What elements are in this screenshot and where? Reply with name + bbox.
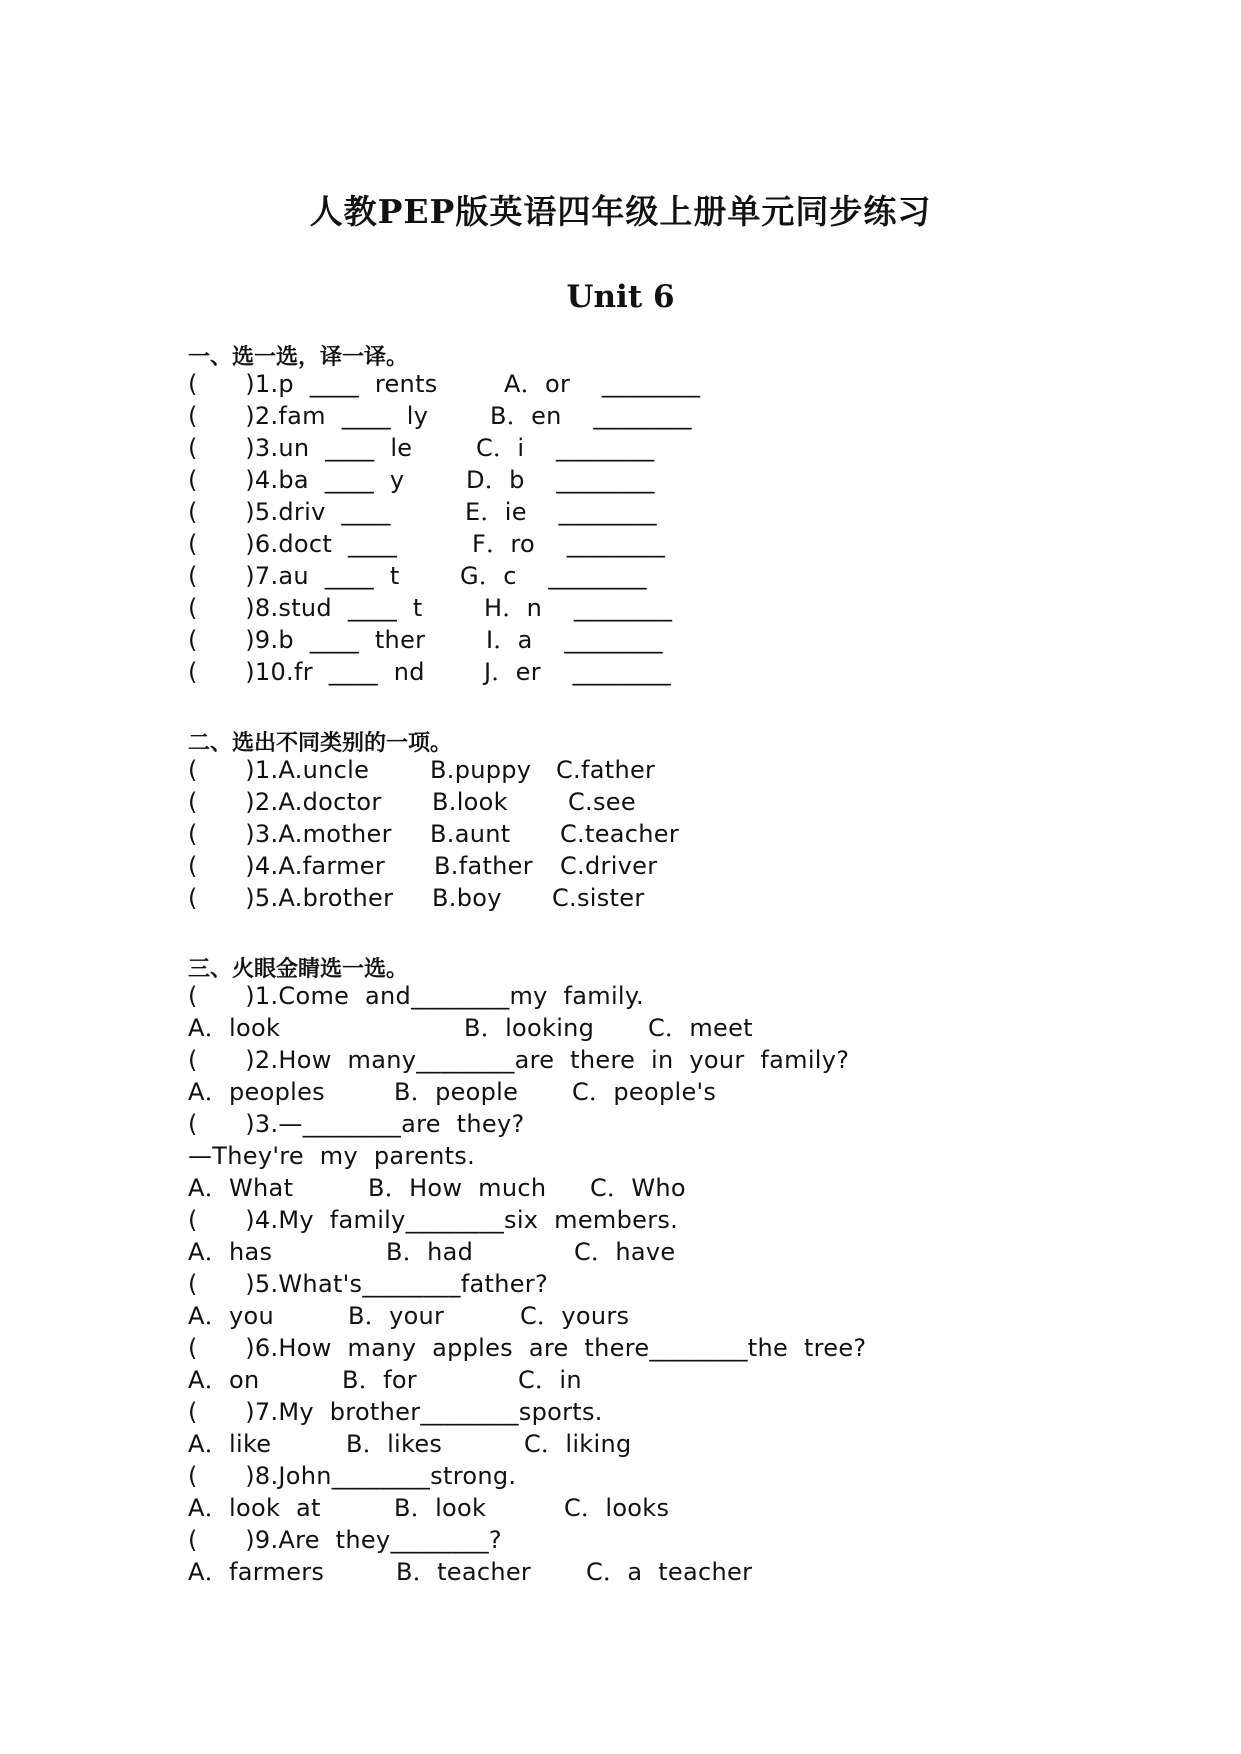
s2-row-4 [188, 850, 658, 882]
s3-option-c: C．yours [520, 1302, 630, 1330]
s1-row-8 [188, 592, 673, 624]
s3-option-a: A．on [188, 1366, 260, 1394]
s3-options-9 [188, 1556, 753, 1588]
s2-row-3 [188, 818, 680, 850]
s3-option-a: A．look [188, 1014, 281, 1042]
s2-option-b: B.look [432, 788, 508, 816]
s2-row-2 [188, 786, 636, 818]
s1-question: ( )3.un ____ le [188, 434, 413, 462]
s3-options-2 [188, 1076, 717, 1108]
s3-question-2: ( )2.How many________are there in your family? [188, 1046, 850, 1074]
s1-option: B．en ________ [490, 402, 692, 430]
s3-option-c: C．liking [524, 1430, 632, 1458]
s1-question: ( )5.driv ____ [188, 498, 391, 526]
s1-question: ( )6.doct ____ [188, 530, 398, 558]
s2-option-b: B.puppy [430, 756, 532, 784]
s1-option: A．or ________ [504, 370, 701, 398]
section-1-heading: 一、选一选，译一译。 [188, 345, 409, 370]
s3-question-1: ( )1.Come and________my family. [188, 982, 644, 1010]
s3-option-c: C．looks [564, 1494, 670, 1522]
s1-option: F．ro ________ [472, 530, 666, 558]
s3-answer-line: —They're my parents. [188, 1142, 476, 1170]
s1-option: I．a ________ [486, 626, 663, 654]
s1-option: E．ie ________ [465, 498, 657, 526]
s1-option: H．n ________ [484, 594, 673, 622]
s2-row-1 [188, 754, 656, 786]
s1-question: ( )7.au ____ t [188, 562, 400, 590]
s1-question: ( )1.p ____ rents [188, 370, 438, 398]
s1-row-1 [188, 368, 701, 400]
s3-option-c: C．a teacher [586, 1558, 753, 1586]
s2-option-c: C.driver [560, 852, 658, 880]
s3-options-1 [188, 1012, 753, 1044]
s3-option-b: B．for [342, 1366, 417, 1394]
s3-option-a: A．has [188, 1238, 273, 1266]
s2-question: ( )2.A.doctor [188, 788, 382, 816]
s3-option-a: A．peoples [188, 1078, 325, 1106]
s1-question: ( )2.fam ____ ly [188, 402, 429, 430]
s3-options-4 [188, 1236, 676, 1268]
s3-question-8: ( )8.John________strong. [188, 1462, 517, 1490]
s2-question: ( )1.A.uncle [188, 756, 370, 784]
s1-row-2 [188, 400, 692, 432]
s2-option-b: B.boy [432, 884, 502, 912]
s1-row-3 [188, 432, 655, 464]
s2-option-c: C.father [556, 756, 656, 784]
s3-option-b: B．look [394, 1494, 487, 1522]
s2-row-5 [188, 882, 645, 914]
s3-question-5: ( )5.What's________father? [188, 1270, 549, 1298]
s3-option-a: A．you [188, 1302, 275, 1330]
s1-option: D．b ________ [466, 466, 655, 494]
s3-options-5 [188, 1300, 630, 1332]
s3-question-9: ( )9.Are they________? [188, 1526, 502, 1554]
s1-option: C．i ________ [476, 434, 655, 462]
s3-option-a: A．like [188, 1430, 272, 1458]
s3-option-b: B．your [348, 1302, 445, 1330]
s1-question: ( )9.b ____ ther [188, 626, 426, 654]
s1-row-6 [188, 528, 666, 560]
s2-question: ( )4.A.farmer [188, 852, 386, 880]
s1-row-4 [188, 464, 655, 496]
s1-row-5 [188, 496, 657, 528]
s2-option-c: C.see [568, 788, 636, 816]
s3-option-c: C．meet [648, 1014, 753, 1042]
s3-option-b: B．looking [464, 1014, 595, 1042]
s2-question: ( )3.A.mother [188, 820, 392, 848]
s3-option-a: A．farmers [188, 1558, 325, 1586]
s3-option-b: B．had [386, 1238, 474, 1266]
s3-question-6: ( )6.How many apples are there________the tree? [188, 1334, 867, 1362]
s3-options-7 [188, 1428, 632, 1460]
section-3-heading: 三、火眼金睛选一选。 [188, 957, 409, 982]
s3-option-b: B．How much [368, 1174, 547, 1202]
s3-options-6 [188, 1364, 582, 1396]
s2-option-b: B.aunt [430, 820, 511, 848]
s3-option-b: B．likes [346, 1430, 443, 1458]
s3-option-c: C．have [574, 1238, 676, 1266]
s3-option-c: C．in [518, 1366, 582, 1394]
page-title: 人教PEP版英语四年级上册单元同步练习 [309, 192, 932, 231]
s3-option-c: C．Who [590, 1174, 686, 1202]
s3-options-8 [188, 1492, 670, 1524]
s1-row-9 [188, 624, 663, 656]
unit-title: Unit 6 [566, 279, 675, 315]
s2-option-b: B.father [434, 852, 533, 880]
s3-question-4: ( )4.My family________six members. [188, 1206, 679, 1234]
s2-option-c: C.teacher [560, 820, 680, 848]
s3-option-a: A．look at [188, 1494, 321, 1522]
s2-option-c: C.sister [552, 884, 645, 912]
s1-question: ( )4.ba ____ y [188, 466, 405, 494]
s3-option-a: A．What [188, 1174, 294, 1202]
s1-question: ( )10.fr ____ nd [188, 658, 425, 686]
s3-question-7: ( )7.My brother________sports. [188, 1398, 603, 1426]
s2-question: ( )5.A.brother [188, 884, 394, 912]
s3-options-3 [188, 1172, 686, 1204]
s1-row-7 [188, 560, 647, 592]
s1-option: G．c ________ [460, 562, 647, 590]
s1-question: ( )8.stud ____ t [188, 594, 423, 622]
s3-question-3: ( )3.—________are they? [188, 1110, 525, 1138]
s3-option-b: B．people [394, 1078, 519, 1106]
s1-option: J．er ________ [484, 658, 672, 686]
s1-row-10 [188, 656, 672, 688]
s3-option-c: C．people's [572, 1078, 717, 1106]
section-2-heading: 二、选出不同类别的一项。 [188, 731, 453, 756]
s3-option-b: B．teacher [396, 1558, 532, 1586]
